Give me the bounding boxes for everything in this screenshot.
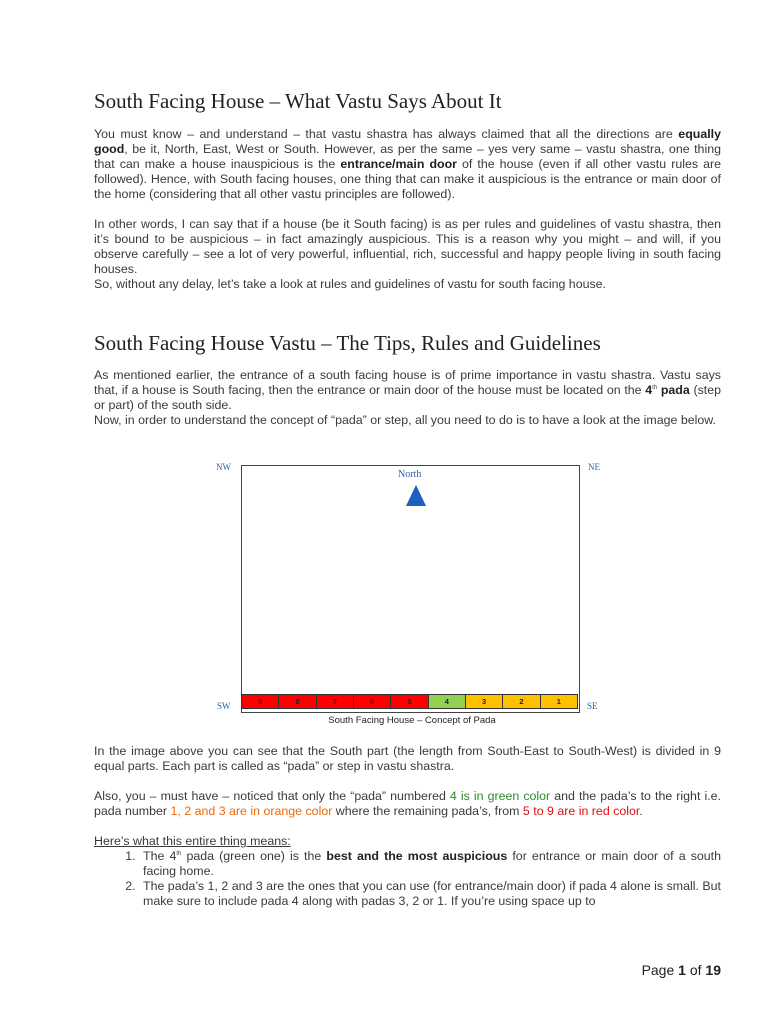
section2-paragraph-2: Now, in order to understand the concept of “pada” or step, all you need to do is to have a look at the image below. — [94, 413, 716, 427]
pada-cell: 5 — [390, 694, 428, 709]
page-number: Page 1 of 19 — [641, 962, 721, 978]
pada-cell: 6 — [353, 694, 391, 709]
north-label: North — [398, 469, 422, 480]
list-item: 1. The 4th pada (green one) is the best and the most auspicious for entrance or main door of a south facing home. — [139, 849, 721, 879]
section2-paragraph-1: As mentioned earlier, the entrance of a south facing house is of prime importance in vastu shastra. Vastu says that, if a house is South facing, then the entrance or main door of the house must be located on the 4th pada (step or part) of the south side. — [94, 368, 721, 412]
means-heading: Here’s what this entire thing means: — [94, 834, 291, 848]
section-heading: South Facing House Vastu – The Tips, Rules and Guidelines — [94, 331, 601, 355]
intro-paragraph-3: So, without any delay, let’s take a look at rules and guidelines of vastu for south facing house. — [94, 277, 607, 291]
pada-cell: 3 — [465, 694, 503, 709]
nw-label: NW — [216, 462, 231, 472]
pada-cell: 2 — [502, 694, 540, 709]
pada-cell: 1 — [540, 694, 578, 709]
section3-paragraph-1: In the image above you can see that the South part (the length from South-East to South-West) is divided in 9 equal parts. Each part is called as “pada” or step in vastu shastra. — [94, 744, 721, 773]
meaning-list — [94, 849, 721, 909]
ne-label: NE — [588, 462, 600, 472]
north-arrow-icon — [406, 485, 426, 506]
page-title: South Facing House – What Vastu Says About It — [94, 89, 502, 113]
figure-caption: South Facing House – Concept of Pada — [328, 715, 496, 726]
pada-cell: 7 — [316, 694, 354, 709]
pada-cell: 4 — [428, 694, 466, 709]
section2 — [94, 368, 721, 428]
pada-cell: 8 — [278, 694, 316, 709]
pada-diagram — [212, 458, 612, 733]
section3-paragraph-2: Also, you – must have – noticed that only the “pada” numbered 4 is in green color and the pada’s to the right i.e. pada number 1, 2 and 3 are in orange color where the remaining pada’s, from 5 to 9 are in red color. — [94, 789, 721, 818]
pada-row — [242, 694, 578, 709]
intro-paragraph-1: You must know – and understand – that vastu shastra has always claimed that all the directions are equally good, be it, North, East, West or South. However, as per the same – yes very same – vastu shastra, one thing that can make a house inauspicious is the entrance/main door of the house (even if all other vastu rules are followed). Hence, with South facing houses, one thing that can make it auspicious is the entrance or main door of the home (considering that all other vastu principles are followed). — [94, 127, 722, 201]
intro-paragraph-2: In other words, I can say that if a house (be it South facing) is as per rules and guidelines of vastu shastra, then it’s bound to be auspicious – in fact amazingly auspicious. This is a reason why you might – and will, if you observe carefully – see a lot of very powerful, influential, rich, successful and happy people living in south facing houses. — [94, 217, 721, 276]
section3 — [94, 744, 721, 909]
sw-label: SW — [217, 701, 231, 711]
list-item: 2. The pada’s 1, 2 and 3 are the ones that you can use (for entrance/main door) if pada 4 alone is small. But make sure to include pada 4 along with padas 3, 2 or 1. If you’re using space up to — [139, 879, 721, 909]
intro-section — [94, 127, 721, 292]
se-label: SE — [587, 701, 598, 711]
pada-cell: 9 — [241, 694, 279, 709]
